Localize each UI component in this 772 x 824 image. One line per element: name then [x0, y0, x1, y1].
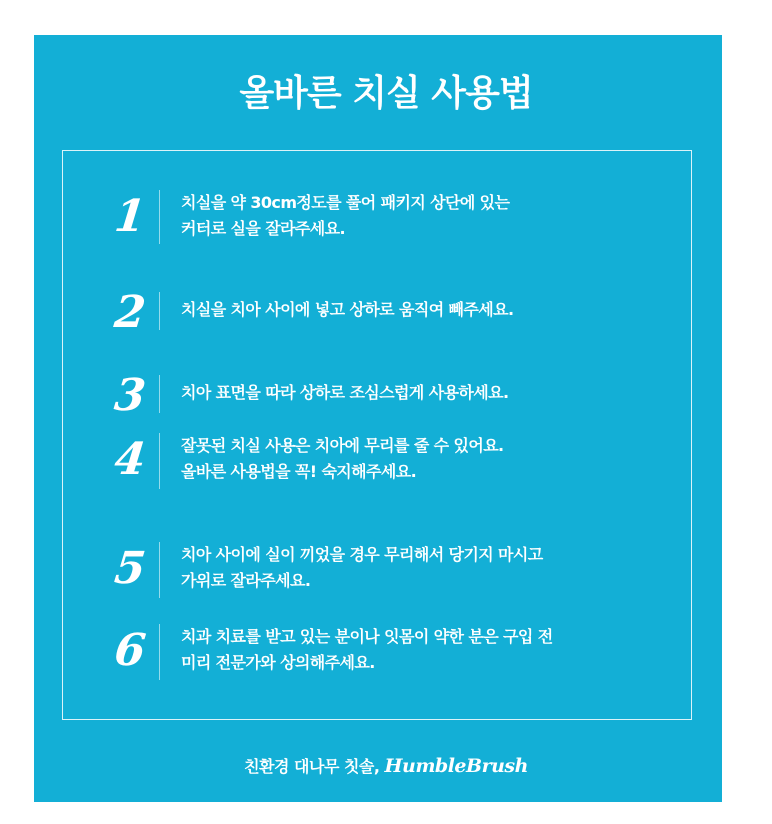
step-line: 치아 사이에 실이 끼었을 경우 무리해서 당기지 마시고 — [181, 545, 543, 564]
page-title: 올바른 치실 사용법 — [239, 73, 533, 114]
step-line: 커터로 실을 잘라주세요. — [181, 219, 345, 238]
step-text — [181, 433, 651, 485]
step-line: 치실을 치아 사이에 넣고 상하로 움직여 빼주세요. — [181, 300, 514, 319]
step-divider — [159, 433, 160, 489]
step-number: 1 — [112, 191, 149, 242]
step-number: 2 — [112, 287, 149, 338]
step-line: 치과 치료를 받고 있는 분이나 잇몸이 약한 분은 구입 전 — [181, 627, 553, 646]
step-line: 가위로 잘라주세요. — [181, 571, 311, 590]
step-divider — [159, 542, 160, 598]
step-number: 6 — [112, 625, 149, 676]
step-line: 미리 전문가와 상의해주세요. — [181, 653, 375, 672]
footer-tagline — [0, 752, 772, 781]
step-line: 치실을 약 30cm정도를 풀어 패키지 상단에 있는 — [181, 193, 510, 212]
step-line: 치아 표면을 따라 상하로 조심스럽게 사용하세요. — [181, 383, 509, 402]
step-text — [181, 624, 651, 676]
step-text — [181, 542, 651, 594]
step-number: 5 — [112, 543, 149, 594]
step-divider — [159, 624, 160, 680]
step-number: 3 — [112, 370, 149, 421]
brand-logo-text: HumbleBrush — [384, 755, 528, 777]
step-text — [181, 190, 651, 242]
step-line: 올바른 사용법을 꼭! 숙지해주세요. — [181, 462, 417, 481]
step-text — [181, 380, 651, 406]
step-text — [181, 297, 651, 323]
step-divider — [159, 375, 160, 413]
step-divider — [159, 292, 160, 330]
step-number: 4 — [112, 434, 149, 485]
step-line: 잘못된 치실 사용은 치아에 무리를 줄 수 있어요. — [181, 436, 504, 455]
footer-text: 친환경 대나무 칫솔, — [244, 757, 380, 776]
step-divider — [159, 190, 160, 244]
